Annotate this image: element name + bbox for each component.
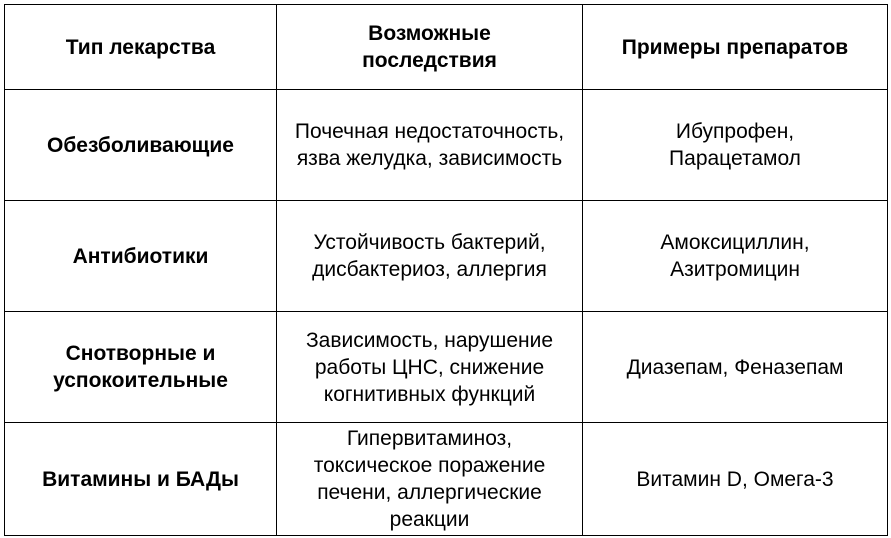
effects-cell: Зависимость, нарушение работы ЦНС, снижение когнитивных функций — [277, 312, 583, 423]
table-header-row — [5, 5, 888, 90]
examples-cell: Витамин D, Омега-3 — [583, 423, 888, 536]
table-row — [5, 423, 888, 536]
effects-cell: Гипервитаминоз, токсическое поражение печени, аллергические реакции — [277, 423, 583, 536]
header-possible-effects: Возможные последствия — [277, 5, 583, 90]
examples-cell: Диазепам, Феназепам — [583, 312, 888, 423]
medication-table — [4, 4, 888, 536]
header-drug-type: Тип лекарства — [5, 5, 277, 90]
header-drug-examples: Примеры препаратов — [583, 5, 888, 90]
effects-cell: Почечная недостаточность, язва желудка, зависимость — [277, 90, 583, 201]
drug-type-cell: Снотворные и успокоительные — [5, 312, 277, 423]
table-row — [5, 312, 888, 423]
examples-cell: Амоксициллин, Азитромицин — [583, 201, 888, 312]
drug-type-cell: Обезболивающие — [5, 90, 277, 201]
effects-cell: Устойчивость бактерий, дисбактериоз, аллергия — [277, 201, 583, 312]
drug-type-cell: Витамины и БАДы — [5, 423, 277, 536]
table-row — [5, 90, 888, 201]
table-row — [5, 201, 888, 312]
drug-type-cell: Антибиотики — [5, 201, 277, 312]
examples-cell: Ибупрофен, Парацетамол — [583, 90, 888, 201]
